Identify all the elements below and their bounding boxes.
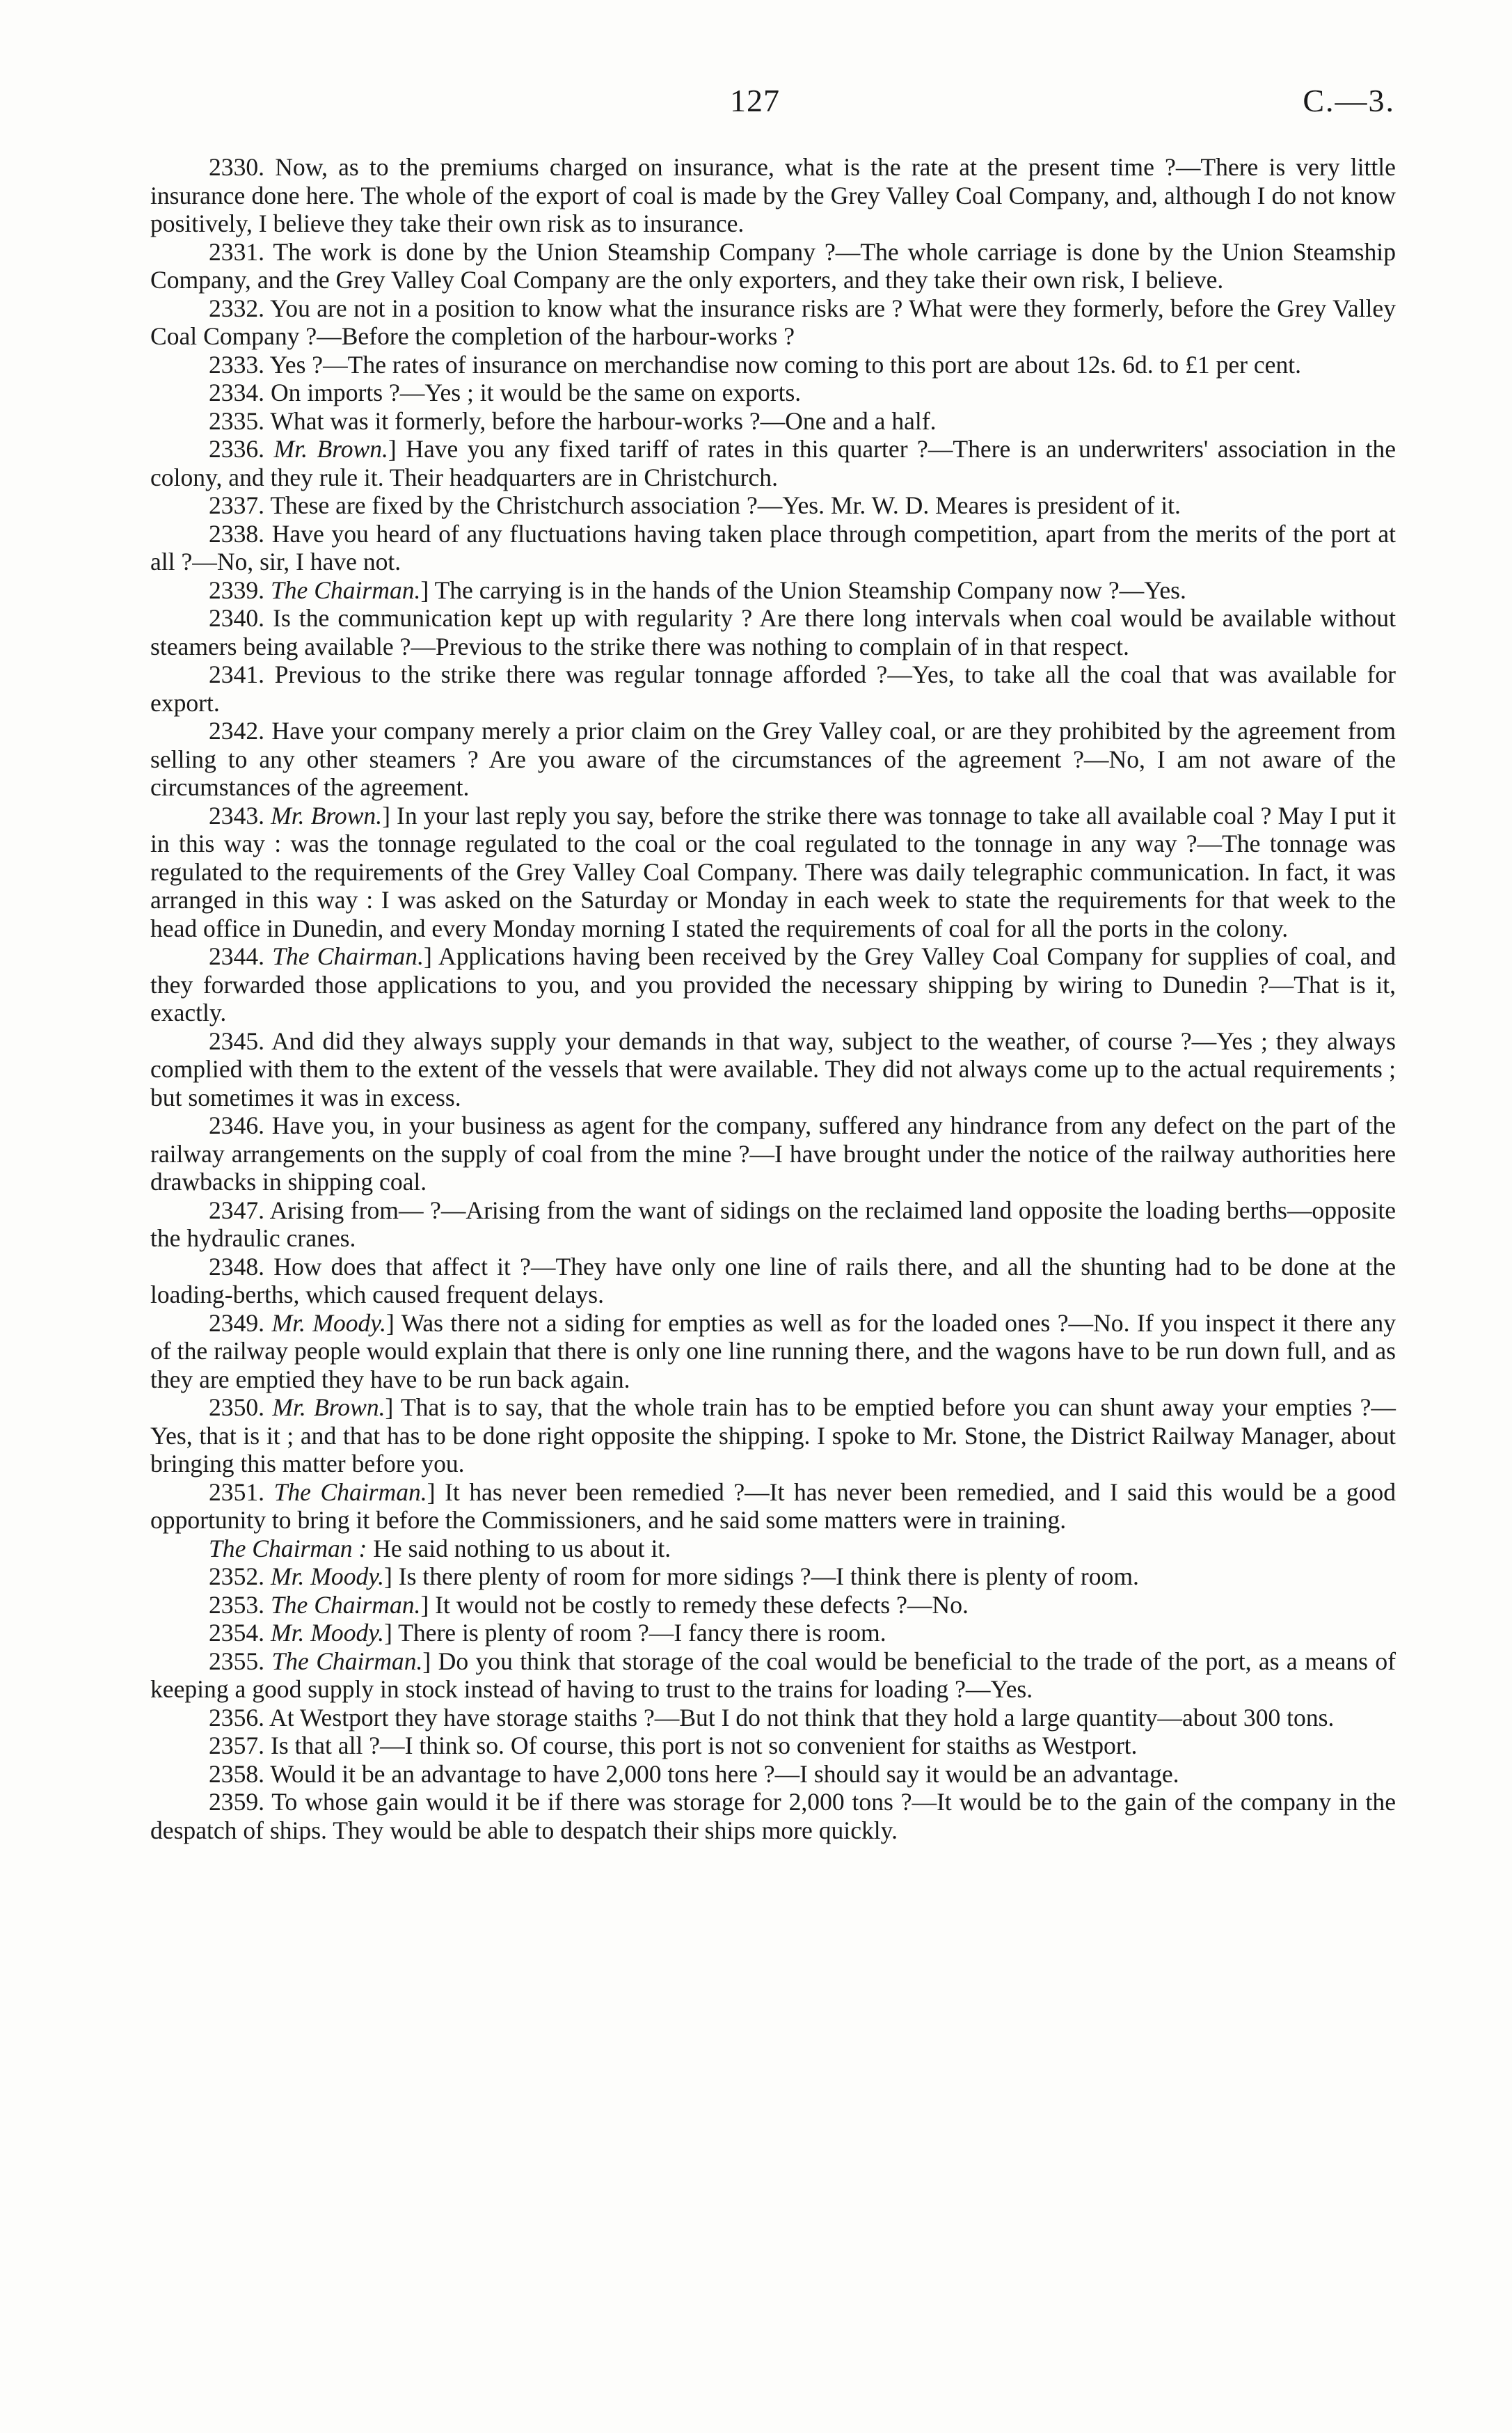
speaker-name: The Chairman. (271, 1647, 423, 1675)
testimony-paragraph (150, 660, 1396, 717)
speaker-name: The Chairman. (270, 576, 421, 604)
question-number: 2357. (209, 1731, 265, 1759)
testimony-paragraph (150, 604, 1396, 660)
testimony-paragraph (150, 1591, 1396, 1619)
testimony-paragraph (150, 1760, 1396, 1789)
testimony-paragraph (150, 1647, 1396, 1704)
testimony-text: Have you, in your business as agent for the company, suffered any hindrance from any defect on the part of the railway arrangements on the supply of coal from the mine ?—I have brought under the notice of the railway authorities here drawbacks in shipping coal. (150, 1111, 1396, 1196)
evidence-transcript (150, 153, 1396, 1844)
testimony-text: ] Is there plenty of room for more sidings ?—I think there is plenty of room. (384, 1562, 1139, 1590)
testimony-text: ] In your last reply you say, before the strike there was tonnage to take all available coal ? May I put it in this way : was the tonnage regulated to the coal or the coal regulated to the tonnage in any way ?—The tonnage was regulated to the requirements of the Grey Valley Coal Company. There was daily telegraphic communication. In fact, it was arranged in this way : I was asked on the Saturday or Monday in each week to state the requirements for that week to the head office in Dunedin, and every Monday morning I stated the requirements of coal for all the ports in the colony. (150, 801, 1396, 942)
document-reference: C.—3. (1303, 83, 1395, 118)
question-number: 2344. (209, 942, 265, 970)
question-number: 2353. (209, 1590, 265, 1619)
testimony-paragraph (150, 1478, 1396, 1535)
testimony-text: On imports ?—Yes ; it would be the same on exports. (270, 379, 802, 406)
question-number: 2343. (209, 801, 265, 830)
question-number: 2335. (209, 406, 265, 435)
question-number: 2351. (209, 1477, 265, 1506)
question-number: 2338. (209, 519, 265, 548)
testimony-paragraph (150, 520, 1396, 576)
speaker-name: Mr. Moody. (270, 1562, 385, 1590)
testimony-paragraph (150, 1027, 1396, 1112)
testimony-paragraph (150, 1309, 1396, 1394)
question-number: 2333. (209, 350, 265, 379)
question-number: 2332. (209, 294, 265, 322)
speaker-name: Mr. Brown. (273, 435, 388, 463)
testimony-text: Have your company merely a prior claim on the Grey Valley coal, or are they prohibited by the agreement from selling to any other steamers ? Are you aware of the circumstances of the agreement ?—No, I am not aware of the circumstances of the agreement. (150, 717, 1396, 801)
question-number: 2336. (209, 435, 265, 463)
testimony-text: ] Applications having been received by the Grey Valley Coal Company for supplies of coal, and they forwarded those applications to you, and you provided the necessary shipping by wiring to Dunedin ?—That is it, exactly. (150, 942, 1396, 1027)
speaker-name: Mr. Moody. (271, 1308, 387, 1337)
speaker-name: Mr. Brown. (272, 1393, 385, 1421)
testimony-paragraph (150, 1704, 1396, 1732)
testimony-text: Is the communication kept up with regularity ? Are there long intervals when coal would be available without steamers being available ?—Previous to the strike there was nothing to complain of in that respect. (150, 604, 1396, 660)
testimony-text: The work is done by the Union Steamship Company ?—The whole carriage is done by the Union Steamship Company, and the Grey Valley Coal Company are the only exporters, and they take their own risk, I believe. (150, 237, 1396, 294)
speaker-name: The Chairman. (273, 1477, 427, 1506)
testimony-paragraph (150, 407, 1396, 436)
testimony-paragraph (150, 576, 1396, 605)
testimony-paragraph (150, 1562, 1396, 1591)
question-number: 2356. (209, 1703, 265, 1731)
testimony-paragraph (150, 379, 1396, 407)
testimony-text: ] Have you any fixed tariff of rates in this quarter ?—There is an underwriters' association in the colony, and they rule it. Their headquarters are in Christchurch. (150, 435, 1396, 491)
testimony-paragraph (150, 491, 1396, 520)
testimony-text: Previous to the strike there was regular tonnage afforded ?—Yes, to take all the coal that was available for export. (150, 660, 1396, 717)
question-number: 2349. (209, 1308, 265, 1337)
testimony-paragraph (150, 1535, 1396, 1563)
testimony-paragraph (150, 294, 1396, 351)
testimony-text: Is that all ?—I think so. Of course, this port is not so convenient for staiths as Westport. (270, 1731, 1138, 1759)
question-number: 2341. (209, 660, 265, 688)
testimony-paragraph (150, 153, 1396, 238)
testimony-text: To whose gain would it be if there was storage for 2,000 tons ?—It would be to the gain of the company in the despatch of ships. They would be able to despatch their ships more quickly. (150, 1788, 1396, 1844)
testimony-paragraph (150, 717, 1396, 802)
testimony-text: Yes ?—The rates of insurance on merchandise now coming to this port are about 12s. 6d. to £1 per cent. (269, 350, 1302, 379)
testimony-text: These are fixed by the Christchurch association ?—Yes. Mr. W. D. Meares is president of it. (270, 491, 1181, 519)
testimony-paragraph (150, 351, 1396, 379)
testimony-text: Arising from— ?—Arising from the want of sidings on the reclaimed land opposite the loading berths—opposite the hydraulic cranes. (150, 1196, 1396, 1252)
testimony-paragraph (150, 1196, 1396, 1253)
page-number: 127 (730, 83, 780, 118)
testimony-paragraph (150, 1788, 1396, 1844)
testimony-text: At Westport they have storage staiths ?—But I do not think that they hold a large quantity—about 300 tons. (269, 1703, 1335, 1731)
speaker-name: The Chairman. (272, 942, 424, 970)
question-number: 2355. (209, 1647, 265, 1675)
question-number: 2352. (209, 1562, 265, 1590)
testimony-text: Now, as to the premiums charged on insurance, what is the rate at the present time ?—There is very little insurance done here. The whole of the export of coal is made by the Grey Valley Coal Company, and, although I do not know positively, I believe they take their own risk as to insurance. (150, 153, 1396, 237)
question-number: 2337. (209, 491, 265, 519)
question-number: 2345. (209, 1027, 265, 1055)
speaker-name: Mr. Brown. (271, 801, 383, 830)
testimony-paragraph (150, 1731, 1396, 1760)
question-number: 2347. (209, 1196, 265, 1224)
speaker-name: Mr. Moody. (270, 1619, 385, 1647)
testimony-paragraph (150, 1619, 1396, 1647)
testimony-text: ] That is to say, that the whole train has to be emptied before you can shunt away your empties ?—Yes, that is it ; and that has to be done right opposite the shipping. I spoke to Mr. Stone, the District Railway Manager, about bringing this matter before you. (150, 1393, 1396, 1477)
question-number: 2346. (209, 1111, 265, 1139)
testimony-text: ] The carrying is in the hands of the Union Steamship Company now ?—Yes. (420, 576, 1186, 604)
question-number: 2342. (209, 717, 265, 745)
testimony-paragraph (150, 1393, 1396, 1478)
testimony-text: ] It has never been remedied ?—It has never been remedied, and I said this would be a good opportunity to bring it before the Commissioners, and he said some matters were in training. (150, 1477, 1396, 1534)
question-number: 2354. (209, 1619, 265, 1647)
testimony-paragraph (150, 238, 1396, 294)
testimony-text: And did they always supply your demands in that way, subject to the weather, of course ?—Yes ; they always complied with them to the extent of the vessels that were available. They did not always come up to the actual requirements ; but sometimes it was in excess. (150, 1027, 1396, 1111)
question-number: 2339. (209, 576, 265, 604)
testimony-text: How does that affect it ?—They have only one line of rails there, and all the shunting had to be done at the loading-berths, which caused frequent delays. (150, 1252, 1396, 1308)
testimony-paragraph (150, 435, 1396, 491)
speaker-name: The Chairman : (209, 1534, 367, 1562)
testimony-text: You are not in a position to know what the insurance risks are ? What were they formerly, before the Grey Valley Coal Company ?—Before the completion of the harbour-works ? (150, 294, 1396, 350)
question-number: 2350. (209, 1393, 265, 1421)
testimony-text: ] It would not be costly to remedy these defects ?—No. (420, 1590, 969, 1619)
question-number: 2340. (209, 604, 265, 632)
question-number: 2334. (209, 379, 265, 406)
testimony-text: What was it formerly, before the harbour-works ?—One and a half. (270, 406, 937, 435)
question-number: 2358. (209, 1759, 265, 1788)
question-number: 2330. (209, 153, 265, 181)
testimony-text: ] Was there not a siding for empties as well as for the loaded ones ?—No. If you inspect it there any of the railway people would explain that there is only one line running there, and the wagons have to be run down full, and as they are emptied they have to be run back again. (150, 1308, 1396, 1393)
testimony-paragraph (150, 1111, 1396, 1196)
testimony-text: Would it be an advantage to have 2,000 tons here ?—I should say it would be an advantage. (270, 1759, 1179, 1788)
testimony-text: ] There is plenty of room ?—I fancy there is room. (384, 1619, 886, 1647)
testimony-text: Have you heard of any fluctuations having taken place through competition, apart from the merits of the port at all ?—No, sir, I have not. (150, 519, 1396, 576)
question-number: 2331. (209, 237, 265, 266)
question-number: 2359. (209, 1788, 265, 1816)
testimony-text: ] Do you think that storage of the coal would be beneficial to the trade of the port, as a means of keeping a good supply in stock instead of having to trust to the trains for loading ?—Yes. (150, 1647, 1396, 1703)
testimony-paragraph (150, 1253, 1396, 1309)
speaker-name: The Chairman. (270, 1590, 421, 1619)
testimony-paragraph (150, 942, 1396, 1027)
testimony-text: He said nothing to us about it. (367, 1534, 671, 1562)
question-number: 2348. (209, 1252, 265, 1281)
testimony-paragraph (150, 802, 1396, 943)
